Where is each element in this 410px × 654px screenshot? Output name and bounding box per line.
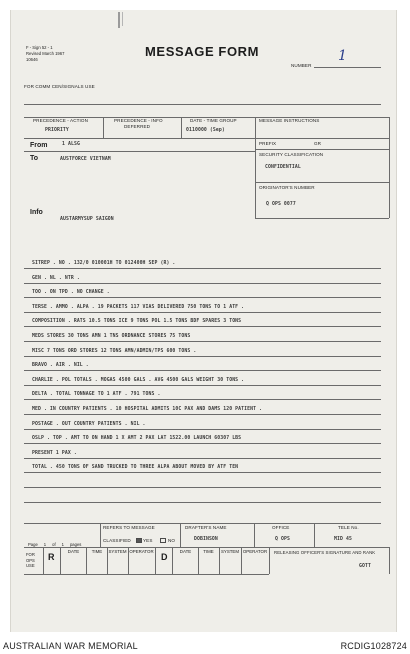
body-rule: [24, 472, 381, 473]
refers-to-message-label: REFERS TO MESSAGE: [103, 525, 155, 530]
originator-number-value: Q OPS 0077: [266, 202, 296, 207]
yes-label: YES: [143, 538, 153, 543]
r-time-label: TIME: [91, 549, 103, 554]
divider: [155, 547, 156, 574]
body-rule: [24, 312, 381, 313]
divider: [389, 547, 390, 574]
body-rule: [24, 341, 381, 342]
body-line: MED . IN COUNTRY PATIENTS . 10 HOSPITAL ADMITS 10C PAX AND DAMS 120 PATIENT .: [32, 407, 263, 412]
divider: [181, 117, 182, 138]
from-label: From: [30, 142, 48, 149]
to-value: AUSTFORCE VIETNAM: [60, 157, 111, 162]
precedence-info-label: PRECEDENCE - INFO: [114, 118, 163, 123]
comm-cen-label: FOR COMM CEN/SIGNALS USE: [24, 84, 95, 89]
r-date-label: DATE: [67, 549, 80, 554]
d-date-label: DATE: [179, 549, 192, 554]
tele-number-value: MID 45: [334, 537, 352, 542]
divider: [254, 523, 255, 547]
divider: [180, 523, 181, 547]
body-rule: [24, 268, 381, 269]
office-label: OFFICE: [272, 525, 290, 530]
body-line: SITREP . NO . 132/0 010001H TO 012400H SEP (R) .: [32, 261, 176, 266]
body-line: TERSE . AMMO . ALPA . 19 PACKETS 117 VIAS DELIVERED 750 TONS TO 1 ATF .: [32, 304, 245, 310]
security-classification-label: SECURITY CLASSIFICATION: [259, 152, 324, 157]
page-label: Page: [28, 542, 38, 547]
d-operator-label: OPERATOR: [242, 549, 268, 554]
header-mid-rule: [24, 138, 389, 139]
divider: [389, 117, 390, 218]
of-label: of: [52, 542, 56, 547]
form-code-line1: F - Sign 52 - 1: [26, 45, 53, 50]
number-underline: [314, 67, 381, 68]
body-line: TOO . ON TPD . NO CHANGE .: [32, 290, 110, 296]
d-system-label: SYSTEM: [220, 549, 240, 554]
drafters-name-value: DOBINSON: [194, 537, 218, 542]
info-label: Info: [30, 209, 43, 216]
staple-mark: [118, 12, 120, 28]
divider: [43, 547, 44, 574]
dtg-label: DATE - TIME GROUP: [190, 118, 237, 123]
form-code-line3: 10646: [26, 57, 38, 62]
classified-no-checkbox[interactable]: [160, 538, 166, 543]
releasing-officer-value: GOTT: [359, 564, 371, 569]
body-rule: [24, 429, 381, 430]
body-line: GEN . NL . NTR .: [32, 275, 80, 281]
staple-mark-2: [122, 12, 123, 26]
prefix-label: PREFIX: [259, 141, 277, 146]
body-line: TOTAL . 450 TONS OF SAND TRUCKED TO THREE ALPA ABOUT MOVED BY ATF TEN: [32, 465, 239, 471]
body-rule: [24, 297, 381, 298]
body-rule: [24, 385, 381, 386]
gr-label: GR: [314, 141, 322, 146]
body-rule: [24, 399, 381, 400]
body-line: PRESENT 1 PAX .: [32, 450, 77, 456]
body-line: CHARLIE . POL TOTALS . MOGAS 4500 GALS . AVG 4500 GALS WEIGHT 30 TONS .: [32, 377, 245, 383]
body-rule: [24, 370, 381, 371]
body-line: POSTAGE . OUT COUNTRY PATIENTS . NIL .: [32, 421, 146, 427]
originator-rule: [255, 218, 389, 219]
to-label: To: [30, 155, 39, 162]
r-operator-label: OPERATOR: [129, 549, 154, 554]
number-value: 1: [338, 48, 347, 64]
ops-top-rule: [24, 547, 389, 548]
divider: [255, 117, 256, 218]
body-rule: [24, 283, 381, 284]
r-label: R: [48, 552, 55, 562]
body-rule: [24, 458, 381, 459]
drafters-name-label: DRAFTER'S NAME: [185, 525, 227, 530]
divider: [314, 523, 315, 547]
body-line: COMPOSITION . RATS 10.5 TONS ICE 9 TONS POL 1.5 TONS BDF SPARES 3 TONS: [32, 319, 242, 325]
body-rule: [24, 326, 381, 327]
body-line: OSLP . TOP . AMT TO ON HAND 1 X AMT 2 PAX LAT 1522.00 LAUNCH 60307 LBS: [32, 436, 242, 442]
deferred-label: DEFERRED: [124, 124, 151, 129]
page-number: 1: [39, 542, 51, 548]
form-title: MESSAGE FORM: [145, 44, 260, 59]
dtg-value: 0110000 (Sep): [186, 128, 225, 133]
body-line: MISC 7 TONS ORD STORES 12 TONS AMN/ADMIN/TPS 600 TONS .: [32, 348, 197, 354]
d-label: D: [161, 552, 168, 562]
no-label: NO: [168, 538, 176, 543]
classified-label: CLASSIFIED: [103, 538, 131, 543]
footer-id: RCDIG1028724: [340, 641, 407, 651]
body-rule: [24, 487, 381, 488]
from-value: 1 ALSG: [62, 142, 80, 147]
message-instructions-label: MESSAGE INSTRUCTIONS: [259, 118, 320, 123]
releasing-officer-label: RELEASING OFFICER'S SIGNATURE AND RANK: [274, 550, 376, 555]
info-value: AUSTARMYSUP SAIGON: [60, 217, 114, 222]
number-label: NUMBER: [291, 63, 312, 68]
body-line: MEDS STORES 30 TONS AMN 1 TNS ORDNANCE STORES 75 TONS: [32, 334, 191, 339]
form-code-line2: Revised March 1967: [26, 51, 65, 56]
divider: [103, 117, 104, 138]
bottom-top-rule: [24, 523, 381, 524]
body-rule: [24, 356, 381, 357]
ops-bottom-rule: [24, 574, 269, 575]
divider: [100, 523, 101, 547]
body-rule: [24, 502, 381, 503]
classified-yes-checkbox[interactable]: [136, 538, 142, 543]
for-ops-use-label: FOR OPS USE: [26, 552, 35, 568]
body-rule: [24, 414, 381, 415]
tele-number-label: TELE No.: [338, 525, 359, 530]
from-rule: [24, 151, 255, 152]
body-line: DELTA . TOTAL TONNAGE TO 1 ATF . 791 TONS .: [32, 392, 161, 398]
body-line: BRAVO . AIR . NIL .: [32, 363, 89, 369]
security-classification-value: CONFIDENTIAL: [265, 165, 301, 170]
comm-cen-line: [24, 104, 381, 105]
precedence-action-value: PRIORITY: [45, 128, 69, 133]
footer-source: AUSTRALIAN WAR MEMORIAL: [3, 641, 138, 651]
body-rule: [24, 443, 381, 444]
precedence-action-label: PRECEDENCE - ACTION: [33, 118, 88, 123]
security-rule: [255, 182, 389, 183]
prefix-rule: [255, 149, 389, 150]
d-time-label: TIME: [203, 549, 214, 554]
originator-number-label: ORIGINATOR'S NUMBER: [259, 185, 315, 190]
r-system-label: SYSTEM: [108, 549, 127, 554]
pages-number: 1: [57, 542, 69, 548]
divider: [269, 547, 270, 574]
office-value: Q OPS: [275, 537, 290, 542]
pages-label: pages: [69, 542, 82, 547]
